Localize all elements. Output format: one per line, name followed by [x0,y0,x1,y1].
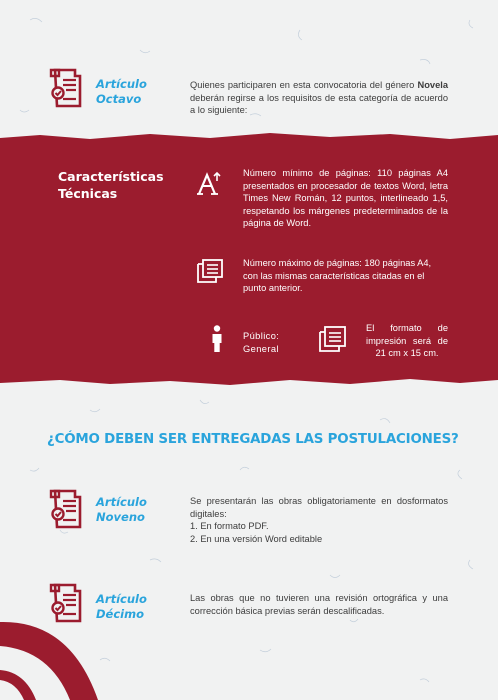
public-label: Público: [243,331,280,341]
print-format-text: El formato de impresión será de 21 cm x 15 cm. [366,323,448,359]
band-title-line2: Técnicas [58,186,118,201]
pages-icon [196,258,224,284]
article-label-line2: Noveno [96,510,145,524]
article-text [190,79,448,117]
article-text [190,495,448,545]
article-label [96,77,147,107]
article-text-bold: Novela [417,80,448,90]
band-title [58,168,188,202]
technical-characteristics-band [0,132,498,386]
font-size-icon [196,170,222,196]
article-label-line2: Octavo [96,92,142,106]
article-label [96,495,147,525]
article-text: Las obras que no tuvieren una revisión ortográfica y una corrección básica previas serán descalificadas. [190,593,448,616]
article-text-pre: Quienes participaren en esta convocatoria del género [190,80,418,90]
article-text-line2: 1. En formato PDF. [190,521,269,532]
section-heading: ¿CÓMO DEBEN SER ENTREGADAS LAS POSTULACIONES? [47,432,459,447]
document-check-icon [48,68,82,108]
article-label-line1: Artículo [96,495,147,509]
article-label-line1: Artículo [96,592,147,606]
article-label-line1: Artículo [96,77,147,91]
article-text-post: deberán regirse a los requisitos de esta categoría de acuerdo a lo siguiente: [190,92,448,116]
document-check-icon [48,489,82,529]
person-icon [211,325,223,353]
max-pages-text: Número máximo de páginas: 180 páginas A4, con las mismas características citadas en el punto anterior. [243,258,432,294]
public-value: General [243,343,279,354]
article-text-line1: Se presentarán las obras obligatoriamente en dosformatos digitales: [190,496,448,519]
public-text [243,330,279,355]
article-label-line2: Décimo [96,607,144,621]
article-text-line3: 2. En una versión Word editable [190,533,323,544]
band-title-line1: Características [58,169,164,184]
copy-pages-icon [318,325,348,353]
min-pages-text: Número mínimo de páginas: 110 páginas A4 presentados en procesador de textos Word, letra Times New Román, 12 puntos, interlineado 1,5, respetando los márgenes predeterminados de la página de Word. [243,168,448,229]
decorative-arc [0,600,140,700]
